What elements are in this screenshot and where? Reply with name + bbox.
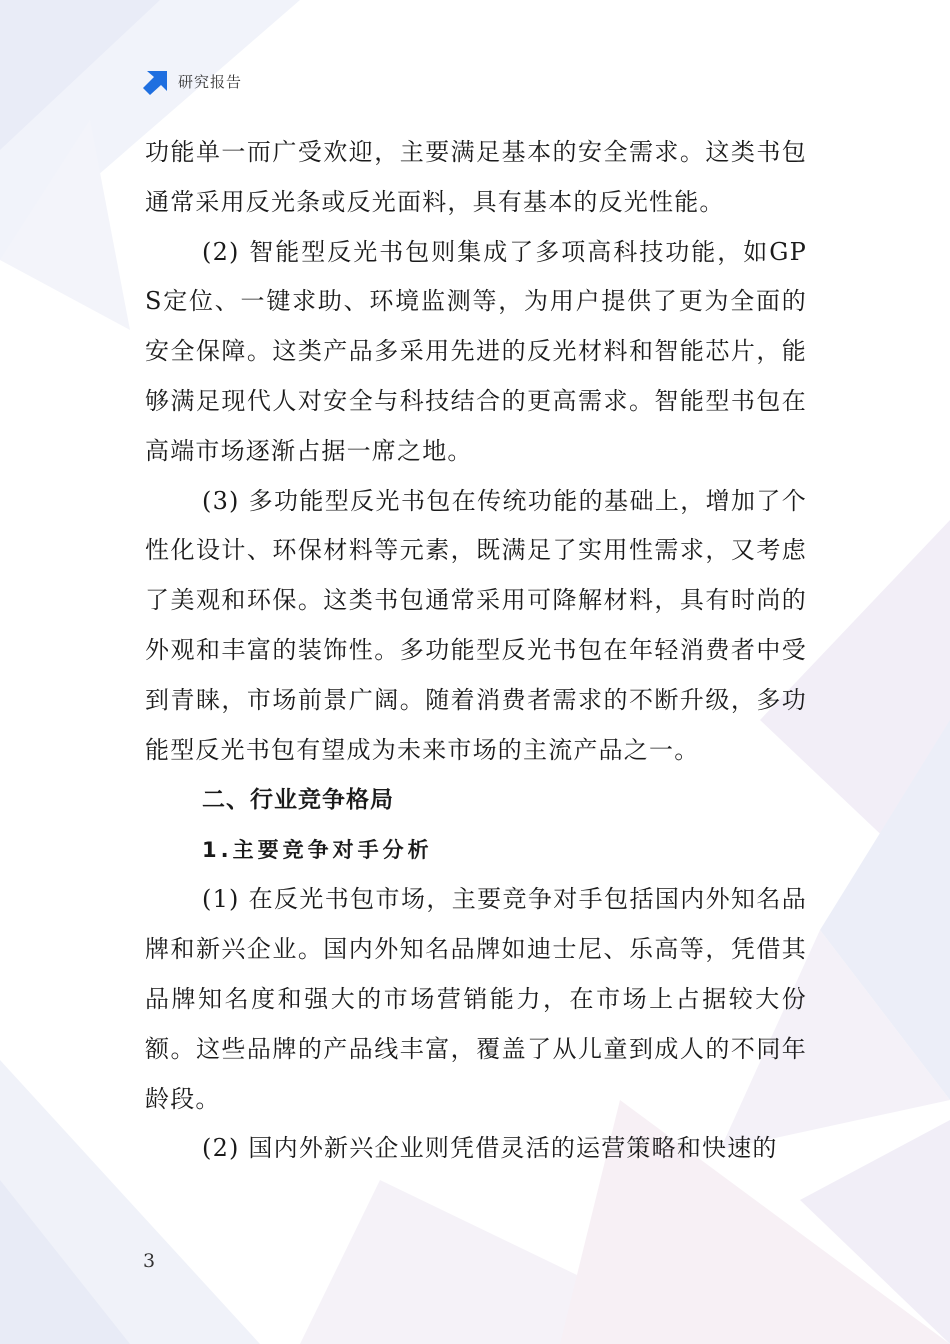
report-header [143,68,242,96]
header-title: 研究报告 [178,73,243,91]
body-paragraph: (3) 多功能型反光书包在传统功能的基础上，增加了个性化设计、环保材料等元素，既满足了实用性需求，又考虑了美观和环保。这类书包通常采用可降解材料，具有时尚的外观和丰富的装饰性。多功能型反光书包在年轻消费者中受到青睐，市场前景广阔。随着消费者需求的不断升级，多功能型反光书包有望成为未来市场的主流产品之一。 [145,486,807,764]
body-paragraph: (2) 国内外新兴企业则凭借灵活的运营策略和快速的 [202,1134,778,1163]
document-body [145,128,807,1174]
section-heading: 二、行业竞争格局 [202,787,394,814]
body-paragraph: 功能单一而广受欢迎，主要满足基本的安全需求。这类书包通常采用反光条或反光面料，具有基本的反光性能。 [145,138,807,216]
subsection-heading: 1.主要竞争对手分析 [202,838,433,863]
arrow-up-right-icon [143,69,169,95]
page-number: 3 [143,1250,156,1272]
body-paragraph: (1) 在反光书包市场，主要竞争对手包括国内外知名品牌和新兴企业。国内外知名品牌如迪士尼、乐高等，凭借其品牌知名度和强大的市场营销能力，在市场上占据较大份额。这些品牌的产品线丰富，覆盖了从儿童到成人的不同年龄段。 [145,885,807,1113]
body-paragraph: (2) 智能型反光书包则集成了多项高科技功能，如GPS定位、一键求助、环境监测等，为用户提供了更为全面的安全保障。这类产品多采用先进的反光材料和智能芯片，能够满足现代人对安全与科技结合的更高需求。智能型书包在高端市场逐渐占据一席之地。 [145,237,807,465]
